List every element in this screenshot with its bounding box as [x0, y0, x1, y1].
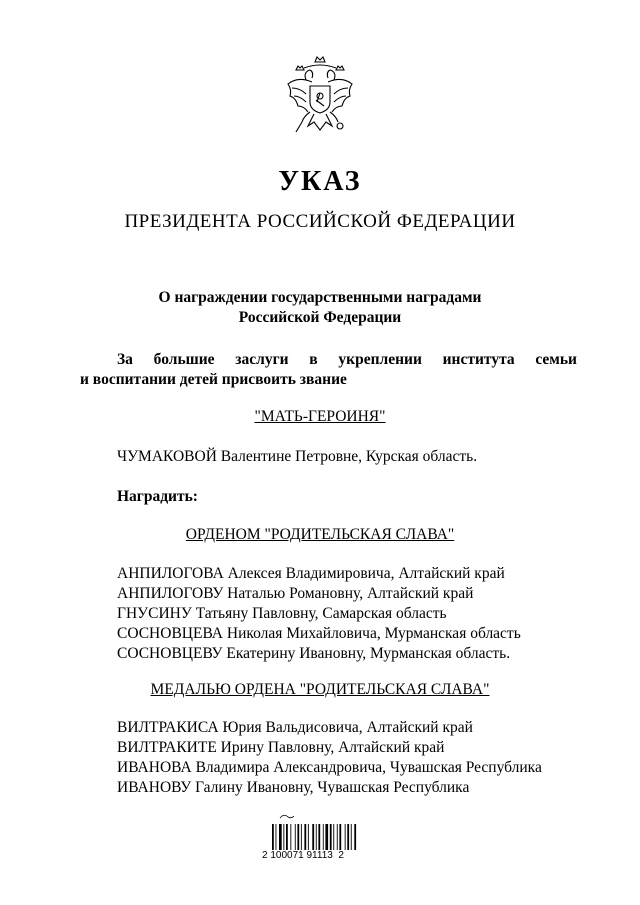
recipient-line: ИВАНОВА Владимира Александровича, Чувашская Республика: [117, 759, 542, 776]
medal-recipients-list: [117, 718, 542, 798]
intro-line-2: и воспитании детей присвоить звание: [80, 371, 347, 388]
barcode-digits: 2 100071 91113 2: [262, 850, 344, 861]
decree-heading-line-1: О награждении государственными наградами: [158, 289, 482, 306]
signature-mark: [280, 815, 294, 818]
order-recipients-list: [117, 564, 521, 664]
recipient-line: АНПИЛОГОВУ Наталью Романовну, Алтайский край: [117, 585, 474, 602]
barcode-icon: [268, 812, 362, 850]
recipient-line: АНПИЛОГОВА Алексея Владимировича, Алтайский край: [117, 565, 505, 582]
recipient-line: ВИЛТРАКИСА Юрия Вальдисовича, Алтайский край: [117, 719, 473, 736]
award-title-order: ОРДЕНОМ "РОДИТЕЛЬСКАЯ СЛАВА": [185, 526, 455, 543]
intro-line-1: За большие заслуги в укреплении института семьи: [117, 351, 577, 368]
document-subtitle: ПРЕЗИДЕНТА РОССИЙСКОЙ ФЕДЕРАЦИИ: [124, 211, 516, 232]
recipient-line: СОСНОВЦЕВУ Екатерину Ивановну, Мурманская область.: [117, 645, 511, 662]
award-title-medal: МЕДАЛЬЮ ОРДЕНА "РОДИТЕЛЬСКАЯ СЛАВА": [150, 681, 490, 698]
decree-heading-line-2: Российской Федерации: [238, 309, 402, 326]
recipient-line: СОСНОВЦЕВА Николая Михайловича, Мурманская область: [117, 625, 521, 642]
recipient-line: ИВАНОВУ Галину Ивановну, Чувашская Республика: [117, 779, 470, 796]
document-title: УКАЗ: [278, 166, 362, 197]
award-title-mother-heroine: "МАТЬ-ГЕРОИНЯ": [254, 408, 386, 425]
recipient-line: ГНУСИНУ Татьяну Павловну, Самарская область: [117, 605, 447, 622]
nagradit-label: Наградить:: [117, 488, 198, 505]
recipient-line: ВИЛТРАКИТЕ Ирину Павловну, Алтайский край: [117, 739, 445, 756]
recipient-line: ЧУМАКОВОЙ Валентине Петровне, Курская область.: [117, 448, 478, 465]
coat-of-arms-icon: [282, 52, 358, 140]
